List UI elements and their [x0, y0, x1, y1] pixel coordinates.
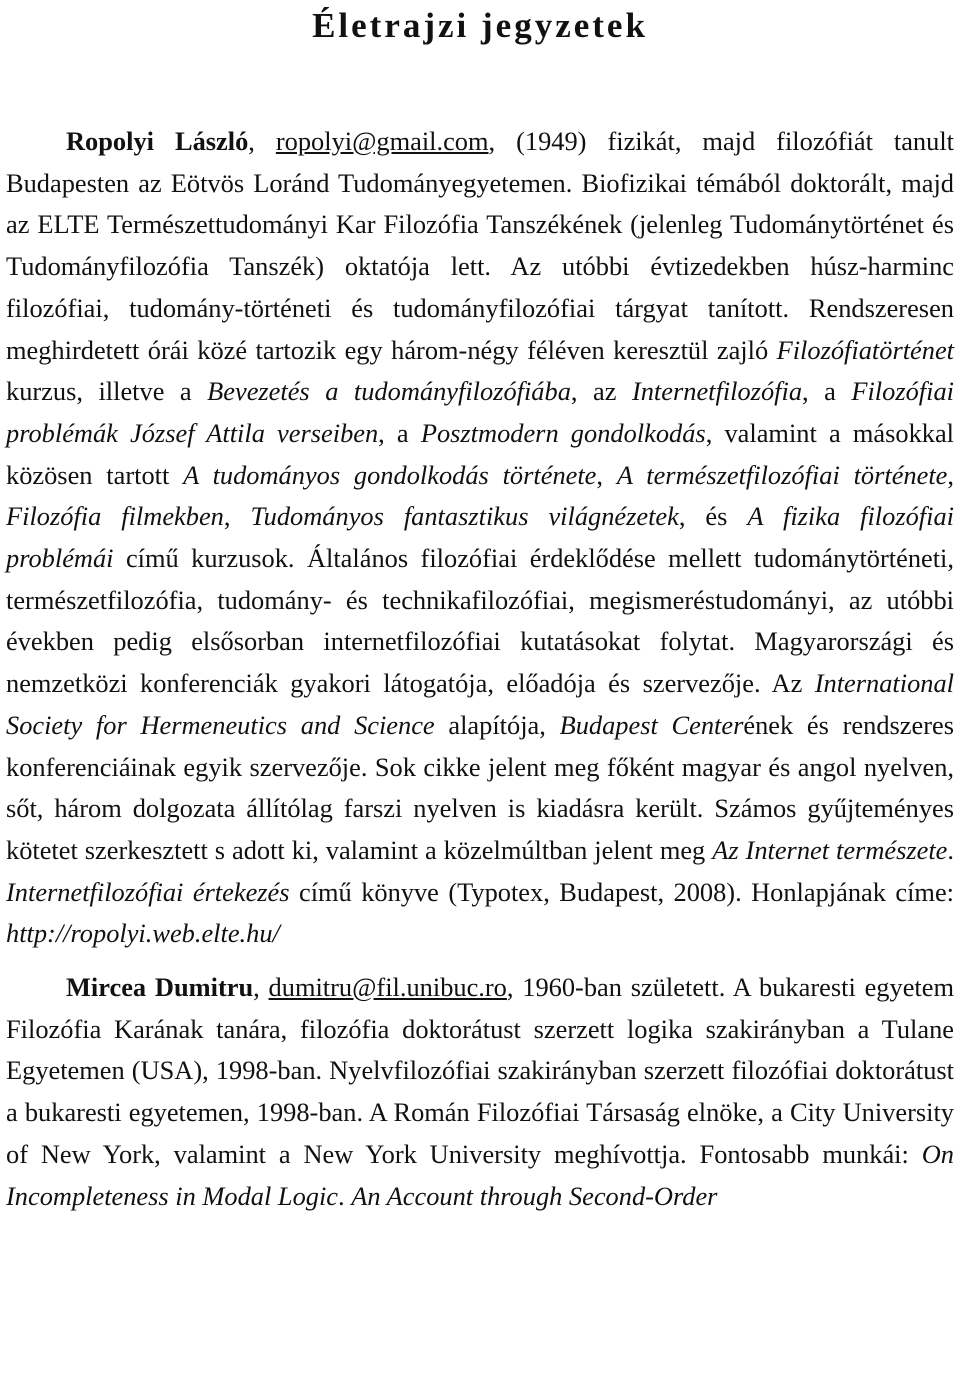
person-name: Ropolyi László	[66, 126, 249, 156]
biography-entry	[6, 967, 954, 1217]
person-name: Mircea Dumitru	[66, 972, 254, 1003]
separator-text: ,	[253, 972, 269, 1003]
body-text: ,	[947, 459, 954, 490]
italic-title-text: Posztmodern gondolkodás	[420, 417, 706, 448]
italic-title-text: Bevezetés a tudományfilozófiába	[207, 376, 571, 407]
body-text: ,	[596, 459, 617, 490]
italic-title-text: Filozófiatörténet	[776, 334, 954, 365]
body-text: ,	[223, 501, 251, 532]
italic-title-text: Budapest Center	[559, 709, 744, 740]
italic-title-text: Internetfilozófia	[631, 376, 803, 407]
page-title: Életrajzi jegyzetek	[312, 6, 648, 45]
email-link[interactable]: ropolyi@gmail.com	[275, 126, 489, 156]
body-text: , az	[570, 376, 632, 407]
body-text: alapítója,	[434, 709, 560, 740]
italic-title-text: Tudományos fantasztikus világnézetek	[250, 501, 679, 532]
biography-text	[6, 126, 954, 948]
body-text: ének és rendszeres konferenciáinak egyik szervezője. Sok cikke jelent meg főként magyar és angol nyelven, sőt, három dolgozata állítólag farszi nyelven is kiadásra került. Számos gyűjteményes kötetet szerkesztett s adott ki, valamint a közelmúltban jelent meg	[6, 709, 954, 865]
body-text: kurzus, illetve a	[6, 376, 208, 407]
document-page	[6, 0, 954, 1217]
body-text: .	[338, 1180, 352, 1211]
body-text: , (1949) fizikát, majd filozófiát tanult Budapesten az Eötvös Loránd Tudományegyetemen. Biofizikai témából doktorált, majd az ELTE Természettudományi Kar Filozófia Tanszékének (jelenleg Tudománytörténet és Tudományfilozófia Tanszék) oktatója lett. Az utóbbi évtizedekben húsz-harminc filozófiai, tudomány-történeti és tudományfilozófiai tárgyat tanított. Rendszeresen meghirdetett órái közé tartozik egy három-négy féléven keresztül zajló	[6, 126, 954, 365]
italic-title-text: Filozófiai problémák József Attila verseiben	[6, 376, 954, 448]
body-text: , valamint a másokkal közösen tartott	[6, 417, 954, 490]
biography-entry	[6, 121, 954, 955]
body-text: , és	[678, 501, 748, 532]
italic-title-text: A fizika filozófiai problémái	[6, 501, 954, 574]
italic-title-text: A tudományos gondolkodás története	[183, 459, 597, 490]
body-text: , a	[802, 376, 852, 407]
italic-title-text: http://ropolyi.web.elte.hu/	[6, 918, 280, 949]
italic-title-text: Az Internet természete	[712, 834, 948, 865]
email-link[interactable]: dumitru@fil.unibuc.ro	[268, 972, 507, 1003]
body-text: , 1960-ban született. A bukaresti egyetem Filozófia Karának tanára, filozófia doktorátust szerzett logika szakirányban a Tulane Egyetemen (USA), 1998-ban. Nyelvfilozófiai szakirányban szerzett filozófiai doktorátust a bukaresti egyetemen, 1998-ban. A Román Filozófiai Társaság elnöke, a City University of New York, valamint a New York University meghívottja. Fontosabb munkái:	[6, 972, 954, 1169]
body-text: , a	[378, 417, 421, 448]
italic-title-text: Filozófia filmekben	[6, 501, 224, 532]
body-text: .	[947, 834, 955, 865]
italic-title-text: An Account through Second-Order	[351, 1180, 718, 1211]
italic-title-text: A természetfilozófiai története	[616, 459, 948, 490]
italic-title-text: On Incompleteness in Modal Logic	[6, 1138, 954, 1211]
italic-title-text: International Society for Hermeneutics and Science	[6, 668, 954, 740]
italic-title-text: Internetfilozófiai értekezés	[6, 876, 290, 907]
biography-text	[6, 972, 954, 1211]
separator-text: ,	[248, 126, 276, 156]
body-text: című kurzusok. Általános filozófiai érdeklődése mellett tudománytörténeti, természetfilozófia, tudomány- és technikafilozófiai, megismeréstudományi, az utóbbi években pedig elsősorban internetfilozófiai kutatásokat folytat. Magyarországi és nemzetközi konferenciák gyakori látogatója, előadója és szervezője. Az	[6, 543, 954, 699]
body-text: című könyve (Typotex, Budapest, 2008). Honlapjának címe:	[289, 876, 954, 907]
